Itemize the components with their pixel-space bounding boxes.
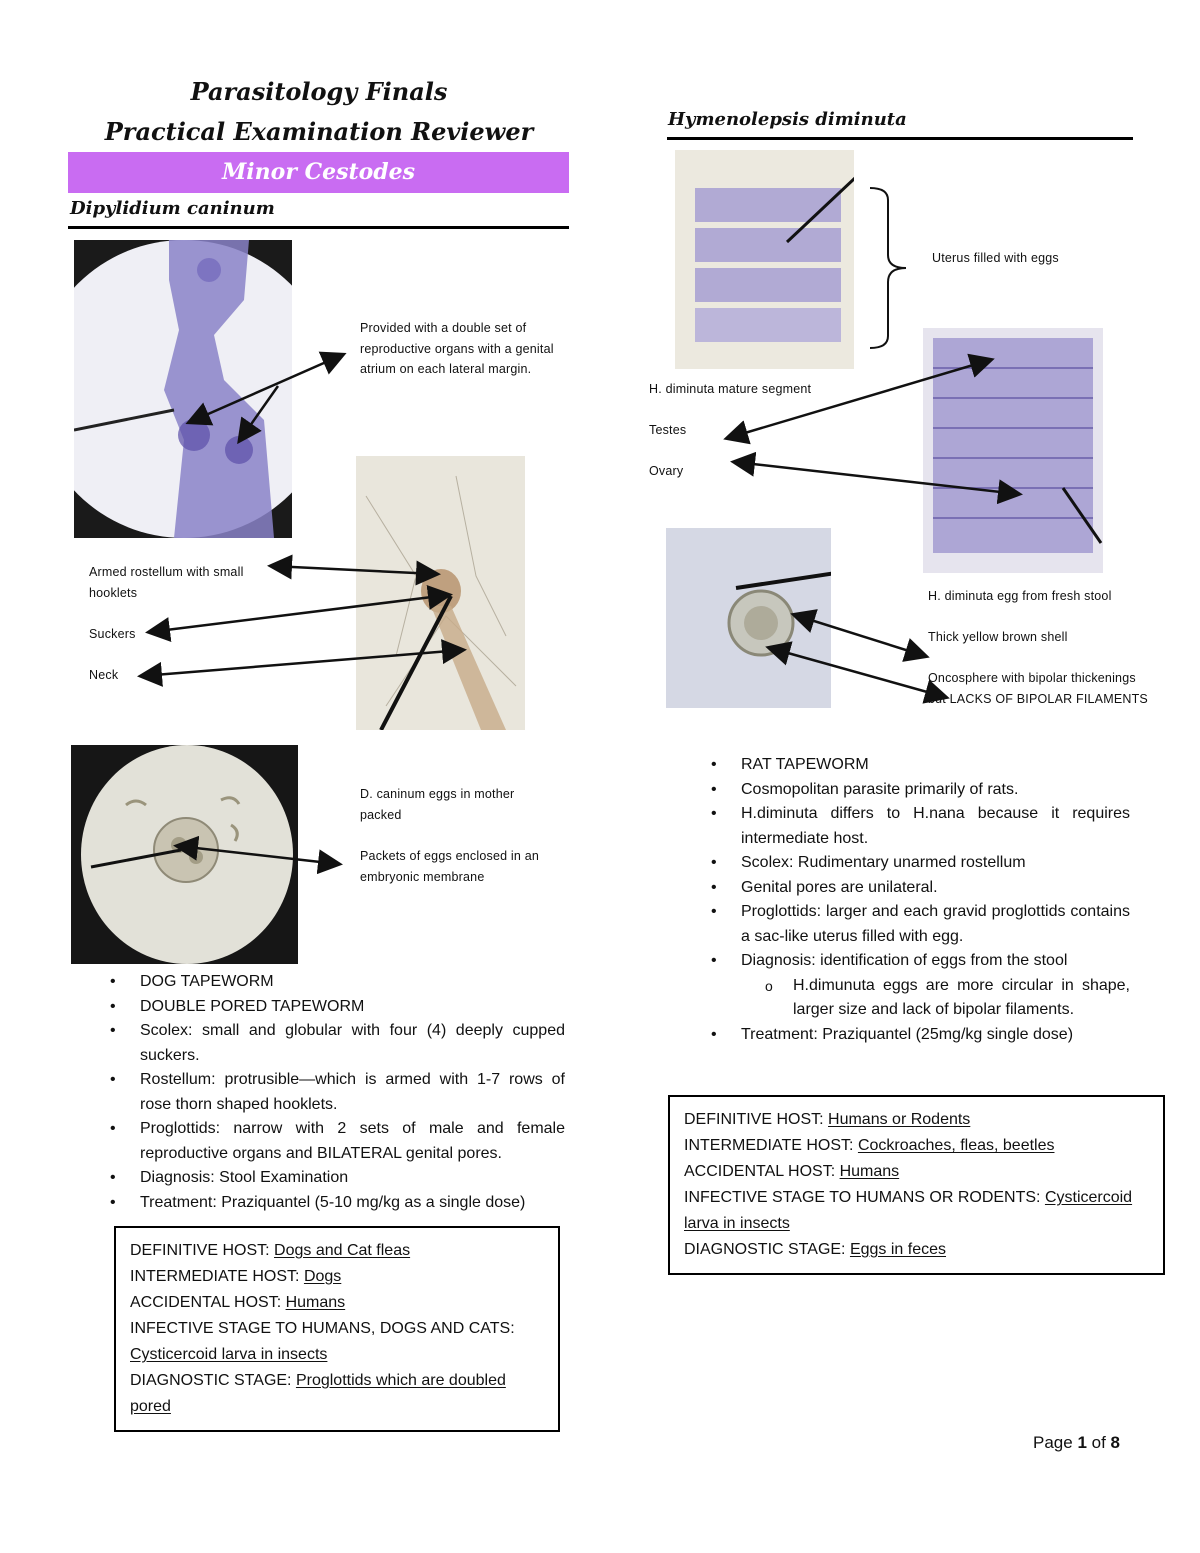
label-suckers: Suckers: [89, 627, 136, 641]
label-eggs-mother: D. caninum eggs in mother packed: [360, 787, 515, 822]
page-total: 8: [1110, 1433, 1120, 1452]
label-shell: Thick yellow brown shell: [928, 630, 1068, 644]
box-value: Dogs: [303, 1268, 342, 1285]
label-oncosphere: Oncosphere with bipolar thickenings but LACKS OF BIPOLAR FILAMENTS: [928, 671, 1148, 706]
list-item: • Genital pores are unilateral.: [689, 876, 1130, 901]
label-reproductive: Provided with a double set of reproductive organs with a genital atrium on each lateral margin.: [360, 321, 554, 376]
box-label: DEFINITIVE HOST:: [684, 1111, 829, 1128]
label-uterus: Uterus filled with eggs: [932, 251, 1059, 265]
page-of: of: [1086, 1433, 1111, 1452]
box-label: INFECTIVE STAGE TO HUMANS, DOGS AND CATS:: [130, 1320, 515, 1337]
box-value: Dogs and Cat fleas: [274, 1242, 411, 1259]
label-ovary: Ovary: [649, 464, 684, 478]
doc-title-line1: Parasitology Finals: [190, 77, 448, 106]
page-prefix: Page: [1033, 1433, 1078, 1452]
box-value: Humans: [839, 1163, 900, 1180]
box-label: DEFINITIVE HOST:: [130, 1242, 275, 1259]
list-subitem: o H.dimunuta eggs are more circular in shape, larger size and lack of bipolar filaments.: [689, 974, 1130, 1023]
box-label: INTERMEDIATE HOST:: [684, 1137, 858, 1154]
label-egg-stool: H. diminuta egg from fresh stool: [928, 589, 1112, 603]
list-item: • Treatment: Praziquantel (5-10 mg/kg as a single dose): [88, 1191, 565, 1216]
label-rostellum: Armed rostellum with small hooklets: [89, 565, 244, 600]
list-item: • Diagnosis: Stool Examination: [88, 1166, 565, 1191]
box-label: INTERMEDIATE HOST:: [130, 1268, 304, 1285]
box-value: Humans: [285, 1294, 346, 1311]
list-item: • Proglottids: narrow with 2 sets of male and female reproductive organs and BILATERAL genital pores.: [88, 1117, 565, 1166]
box-label: INFECTIVE STAGE TO HUMANS OR RODENTS:: [684, 1189, 1045, 1206]
list-item: • Rostellum: protrusible—which is armed with 1-7 rows of rose thorn shaped hooklets.: [88, 1068, 565, 1117]
page-current: 1: [1077, 1433, 1087, 1452]
list-item: • DOUBLE PORED TAPEWORM: [88, 995, 565, 1020]
hymenolepis-heading: Hymenolepsis diminuta: [668, 109, 907, 130]
list-item: • Treatment: Praziquantel (25mg/kg single dose): [689, 1023, 1130, 1048]
list-item: • Scolex: Rudimentary unarmed rostellum: [689, 851, 1130, 876]
list-item: • Cosmopolitan parasite primarily of rats.: [689, 778, 1130, 803]
box-value: Humans or Rodents: [828, 1111, 971, 1128]
box-value: Proglottids which are doubled pored: [130, 1372, 506, 1415]
box-label: ACCIDENTAL HOST:: [684, 1163, 840, 1180]
box-value: Cysticercoid larva in insects: [130, 1346, 328, 1363]
box-label: DIAGNOSTIC STAGE:: [684, 1241, 850, 1258]
section-banner: Minor Cestodes: [68, 152, 569, 193]
list-item: • DOG TAPEWORM: [88, 970, 565, 995]
doc-title-line2: Practical Examination Reviewer: [104, 117, 534, 146]
dipylidium-heading: Dipylidium caninum: [70, 198, 275, 219]
box-value: Cockroaches, fleas, beetles: [857, 1137, 1055, 1154]
label-mature-segment: H. diminuta mature segment: [649, 382, 812, 396]
list-item: • H.diminuta differs to H.nana because it requires intermediate host.: [689, 802, 1130, 851]
list-item: • Proglottids: larger and each gravid proglottids contains a sac-like uterus filled with egg.: [689, 900, 1130, 949]
box-label: ACCIDENTAL HOST:: [130, 1294, 286, 1311]
box-label: DIAGNOSTIC STAGE:: [130, 1372, 296, 1389]
label-neck: Neck: [89, 668, 119, 682]
list-item: • Diagnosis: identification of eggs from the stool: [689, 949, 1130, 974]
box-value: Eggs in feces: [849, 1241, 947, 1258]
list-item: • Scolex: small and globular with four (4) deeply cupped suckers.: [88, 1019, 565, 1068]
list-item: • RAT TAPEWORM: [689, 753, 1130, 778]
label-packets: Packets of eggs enclosed in an embryonic membrane: [360, 849, 540, 884]
page-number: [1033, 1433, 1120, 1453]
box-value: Cysticercoid larva in insects: [684, 1189, 1133, 1232]
label-testes: Testes: [649, 423, 687, 437]
